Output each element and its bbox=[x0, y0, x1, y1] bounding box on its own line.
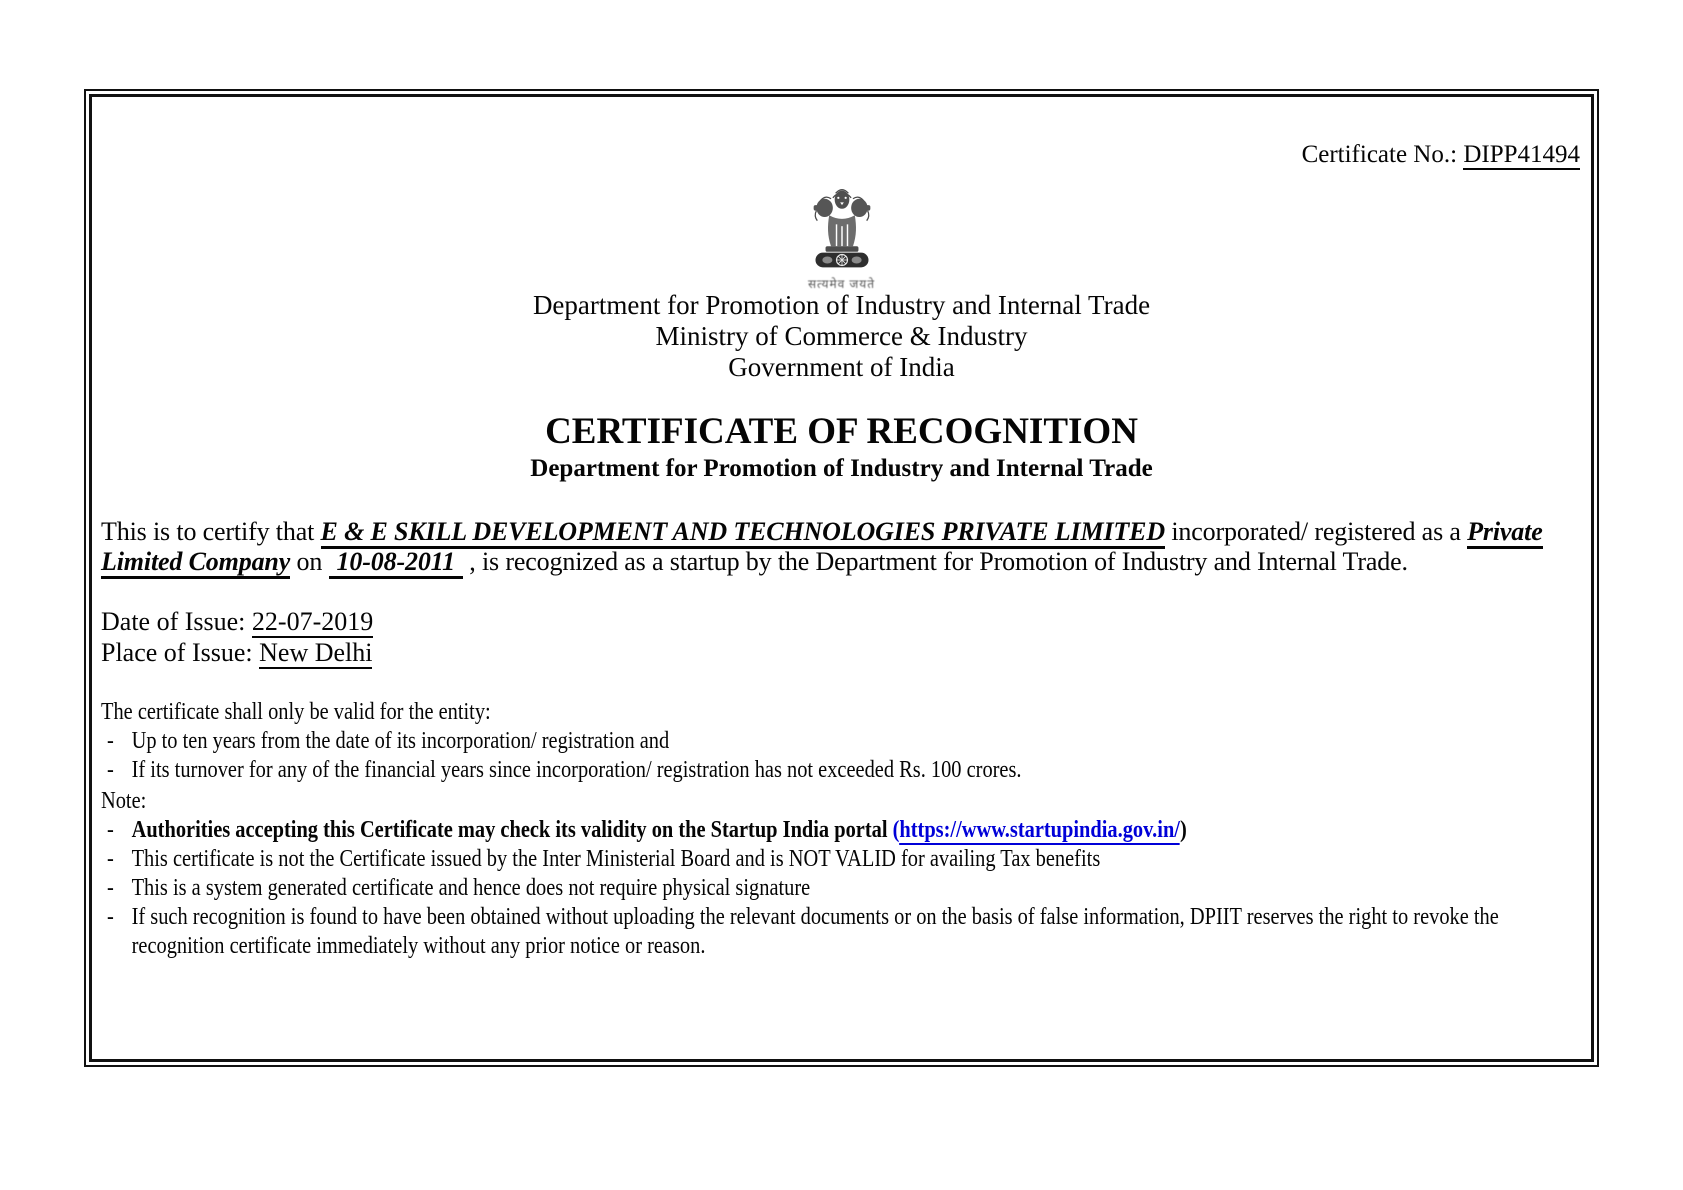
terms-section bbox=[101, 698, 1581, 961]
note-list bbox=[101, 816, 1581, 961]
note-item-portal-text bbox=[132, 816, 1582, 845]
dash-bullet: - bbox=[106, 757, 114, 783]
certify-intro: This is to certify that bbox=[101, 517, 321, 546]
place-of-issue-value: New Delhi bbox=[259, 638, 373, 667]
note-item bbox=[101, 903, 1581, 961]
open-paren: ( bbox=[892, 817, 900, 843]
note-heading: Note: bbox=[101, 788, 147, 814]
certify-mid2: on bbox=[290, 547, 329, 576]
org-name-line-ministry: Ministry of Commerce & Industry bbox=[655, 321, 1028, 351]
org-name-line-department: Department for Promotion of Industry and Internal Trade bbox=[532, 290, 1151, 320]
note-item-text: If such recognition is found to have been obtained without uploading the relevant documents or on the basis of false information, DPIIT reserves the right to revoke the recognition certificate immediately without any prior notice or reason. bbox=[131, 904, 1499, 959]
date-of-issue-line bbox=[101, 606, 1582, 637]
entity-type: Private Limited Company bbox=[101, 517, 1543, 579]
incorporation-date: 10-08-2011 bbox=[329, 547, 463, 579]
certify-rest: , is recognized as a startup by the Department for Promotion of Industry and Internal Trade. bbox=[462, 547, 1408, 576]
company-name: E & E SKILL DEVELOPMENT AND TECHNOLOGIES PRIVATE LIMITED bbox=[321, 517, 1165, 549]
validity-item bbox=[101, 727, 1581, 756]
certificate-frame bbox=[84, 89, 1599, 1067]
certificate-number-label: Certificate No.: bbox=[1301, 141, 1464, 168]
certificate-number-value: DIPP41494 bbox=[1463, 141, 1580, 168]
place-of-issue-line bbox=[101, 637, 1582, 668]
date-of-issue-value: 22-07-2019 bbox=[251, 607, 374, 636]
note-portal-prefix: Authorities accepting this Certificate may check its validity on the Startup India portal bbox=[131, 817, 893, 843]
emblem-block bbox=[101, 182, 1582, 290]
emblem-motto-caption: सत्यमेव जयते bbox=[807, 277, 876, 291]
note-item bbox=[101, 845, 1581, 874]
emblem-of-india-icon bbox=[810, 182, 874, 274]
org-name-block bbox=[101, 290, 1582, 383]
validity-item-text: If its turnover for any of the financial years since incorporation/ registration has not exceeded Rs. 100 crores. bbox=[131, 757, 1022, 783]
dash-bullet: - bbox=[106, 728, 114, 754]
certificate-number-line bbox=[101, 140, 1582, 170]
certificate-inner-frame bbox=[89, 94, 1594, 1062]
dash-bullet: - bbox=[106, 817, 114, 843]
validity-list bbox=[101, 727, 1581, 785]
org-name-line-government: Government of India bbox=[728, 352, 955, 382]
page-subtitle: Department for Promotion of Industry and Internal Trade bbox=[530, 455, 1153, 482]
page-title: CERTIFICATE OF RECOGNITION bbox=[545, 411, 1138, 452]
dash-bullet: - bbox=[106, 875, 114, 901]
certify-mid1: incorporated/ registered as a bbox=[1164, 517, 1468, 546]
note-item bbox=[101, 874, 1581, 903]
dash-bullet: - bbox=[106, 904, 114, 930]
date-of-issue-label: Date of Issue: bbox=[101, 607, 252, 636]
dash-bullet: - bbox=[106, 846, 114, 872]
note-item-text: This certificate is not the Certificate issued by the Inter Ministerial Board and is NOT VALID for availing Tax benefits bbox=[131, 846, 1101, 872]
validity-heading: The certificate shall only be valid for the entity: bbox=[101, 699, 491, 725]
close-paren: ) bbox=[1179, 817, 1187, 843]
place-of-issue-label: Place of Issue: bbox=[101, 638, 260, 667]
validity-item bbox=[101, 756, 1581, 785]
issue-block bbox=[101, 606, 1582, 668]
startup-india-link[interactable]: https://www.startupindia.gov.in/ bbox=[899, 817, 1180, 843]
note-item-portal bbox=[101, 816, 1581, 845]
note-item-text: This is a system generated certificate and hence does not require physical signature bbox=[131, 875, 811, 901]
validity-item-text: Up to ten years from the date of its incorporation/ registration and bbox=[131, 728, 670, 754]
certify-paragraph bbox=[101, 517, 1582, 577]
